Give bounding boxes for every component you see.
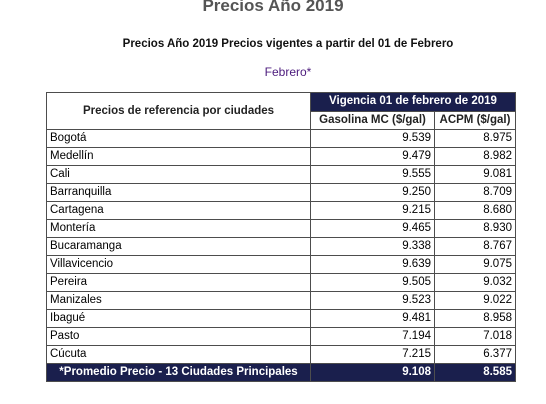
table-row: [47, 202, 516, 220]
gasoline-price-cell: 9.250: [311, 184, 435, 202]
page-title: Precios Año 2019: [202, 0, 344, 15]
city-cell: Montería: [47, 220, 311, 238]
gasoline-price-cell: 9.215: [311, 202, 435, 220]
prices-table: [46, 92, 516, 382]
city-cell: Pasto: [47, 328, 311, 346]
gasoline-price-cell: 9.505: [311, 274, 435, 292]
table-row: [47, 346, 516, 364]
table-row: [47, 184, 516, 202]
gasoline-price-cell: 9.523: [311, 292, 435, 310]
gasoline-price-cell: 9.338: [311, 238, 435, 256]
acpm-price-cell: 9.081: [435, 166, 516, 184]
table-row: [47, 328, 516, 346]
city-cell: Pereira: [47, 274, 311, 292]
gasoline-price-cell: 9.465: [311, 220, 435, 238]
gasoline-price-cell: 9.479: [311, 148, 435, 166]
table-row: [47, 166, 516, 184]
acpm-price-cell: 6.377: [435, 346, 516, 364]
city-column-header: Precios de referencia por ciudades: [47, 93, 311, 130]
city-cell: Barranquilla: [47, 184, 311, 202]
average-row: [47, 364, 516, 382]
city-cell: Medellín: [47, 148, 311, 166]
month-label: Febrero*: [264, 65, 312, 79]
city-cell: Cali: [47, 166, 311, 184]
table-row: [47, 220, 516, 238]
acpm-price-cell: 8.709: [435, 184, 516, 202]
table-row: [47, 274, 516, 292]
acpm-price-cell: 8.975: [435, 130, 516, 148]
gasoline-price-cell: 9.481: [311, 310, 435, 328]
gasoline-column-header: Gasolina MC ($/gal): [311, 111, 435, 130]
city-cell: Bogotá: [47, 130, 311, 148]
table-row: [47, 256, 516, 274]
gasoline-price-cell: 7.194: [311, 328, 435, 346]
table-row: [47, 148, 516, 166]
city-cell: Ibagué: [47, 310, 311, 328]
acpm-price-cell: 8.767: [435, 238, 516, 256]
table-row: [47, 292, 516, 310]
acpm-price-cell: 8.930: [435, 220, 516, 238]
acpm-price-cell: 9.022: [435, 292, 516, 310]
city-cell: Villavicencio: [47, 256, 311, 274]
gasoline-price-cell: 9.539: [311, 130, 435, 148]
acpm-price-cell: 8.982: [435, 148, 516, 166]
city-cell: Manizales: [47, 292, 311, 310]
page-subtitle: Precios Año 2019 Precios vigentes a partir del 01 de Febrero: [122, 38, 454, 50]
gasoline-price-cell: 9.639: [311, 256, 435, 274]
city-cell: Bucaramanga: [47, 238, 311, 256]
average-gasoline: 9.108: [311, 364, 435, 382]
gasoline-price-cell: 7.215: [311, 346, 435, 364]
city-cell: Cartagena: [47, 202, 311, 220]
vigencia-header: Vigencia 01 de febrero de 2019: [311, 93, 516, 112]
acpm-price-cell: 8.680: [435, 202, 516, 220]
acpm-price-cell: 7.018: [435, 328, 516, 346]
gasoline-price-cell: 9.555: [311, 166, 435, 184]
table-row: [47, 310, 516, 328]
acpm-price-cell: 8.958: [435, 310, 516, 328]
table-row: [47, 238, 516, 256]
average-acpm: 8.585: [435, 364, 516, 382]
acpm-price-cell: 9.032: [435, 274, 516, 292]
table-body: [47, 130, 516, 364]
average-label: *Promedio Precio - 13 Ciudades Principales: [47, 364, 311, 382]
table-row: [47, 130, 516, 148]
acpm-price-cell: 9.075: [435, 256, 516, 274]
acpm-column-header: ACPM ($/gal): [435, 111, 516, 130]
city-cell: Cúcuta: [47, 346, 311, 364]
